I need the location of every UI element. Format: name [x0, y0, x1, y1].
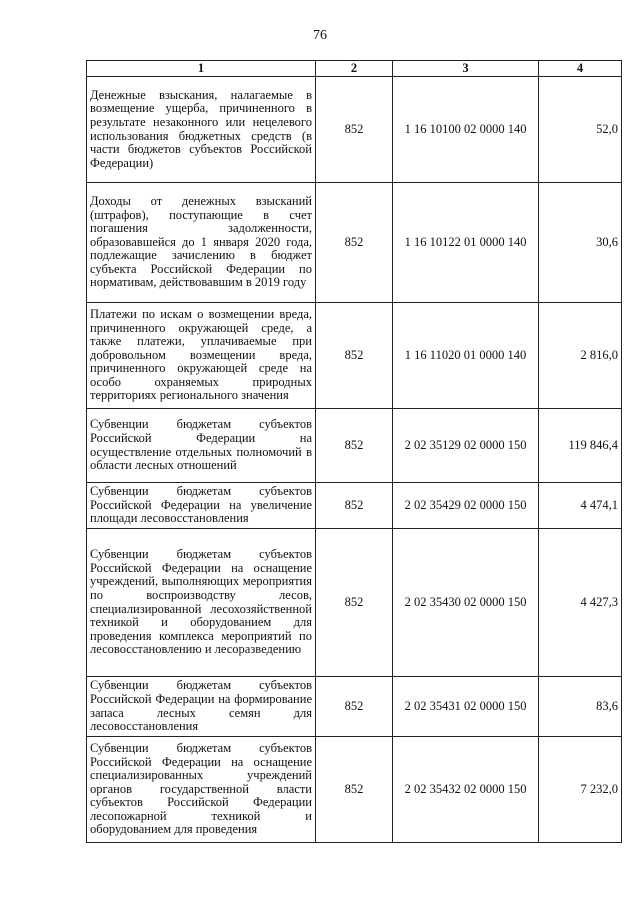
- row-budget-code: 2 02 35129 02 0000 150: [393, 409, 539, 483]
- row-admin-code: 852: [316, 409, 393, 483]
- row-description: Платежи по искам о возмещении вреда, причиненного окружающей среде, а также платежи, уплачиваемые при добровольном возмещении вреда, причиненного окружающей среде на особо охраняемых природных территориях регионального значения: [87, 303, 316, 409]
- column-header-1: 1: [87, 61, 316, 77]
- table-header: [87, 61, 622, 77]
- row-description: Субвенции бюджетам субъектов Российской Федерации на осуществление отдельных полномочий в области лесных отношений: [87, 409, 316, 483]
- row-budget-code: 2 02 35432 02 0000 150: [393, 737, 539, 843]
- table-row: [87, 529, 622, 677]
- table-row: [87, 183, 622, 303]
- row-description: Доходы от денежных взысканий (штрафов), поступающие в счет погашения задолженности, образовавшейся до 1 января 2020 года, подлежащие зачислению в бюджет субъекта Российской Федерации по нормативам, действовавшим в 2019 году: [87, 183, 316, 303]
- row-budget-code: 1 16 10100 02 0000 140: [393, 77, 539, 183]
- row-amount: 4 474,1: [539, 483, 622, 529]
- table-row: [87, 677, 622, 737]
- row-amount: 2 816,0: [539, 303, 622, 409]
- row-description: Денежные взыскания, налагаемые в возмещение ущерба, причиненного в результате незаконного или нецелевого использования бюджетных средств (в части бюджетов субъектов Российской Федерации): [87, 77, 316, 183]
- table-row: [87, 409, 622, 483]
- row-description: Субвенции бюджетам субъектов Российской Федерации на оснащение учреждений, выполняющих мероприятия по воспроизводству лесов, специализированной лесохозяйственной техникой и оборудованием для проведения комплекса мероприятий по лесовосстановлению и лесоразведению: [87, 529, 316, 677]
- row-budget-code: 1 16 11020 01 0000 140: [393, 303, 539, 409]
- row-amount: 4 427,3: [539, 529, 622, 677]
- row-description: Субвенции бюджетам субъектов Российской Федерации на увеличение площади лесовосстановления: [87, 483, 316, 529]
- row-admin-code: 852: [316, 483, 393, 529]
- column-header-4: 4: [539, 61, 622, 77]
- row-admin-code: 852: [316, 737, 393, 843]
- row-description: Субвенции бюджетам субъектов Российской Федерации на оснащение специализированных учреждений органов государственной власти субъектов Российской Федерации лесопожарной техникой и оборудованием для проведения: [87, 737, 316, 843]
- row-budget-code: 1 16 10122 01 0000 140: [393, 183, 539, 303]
- row-admin-code: 852: [316, 529, 393, 677]
- table-body: [87, 77, 622, 843]
- row-budget-code: 2 02 35430 02 0000 150: [393, 529, 539, 677]
- row-amount: 83,6: [539, 677, 622, 737]
- row-amount: 119 846,4: [539, 409, 622, 483]
- header-row: [87, 61, 622, 77]
- row-budget-code: 2 02 35431 02 0000 150: [393, 677, 539, 737]
- table-row: [87, 303, 622, 409]
- row-admin-code: 852: [316, 77, 393, 183]
- row-admin-code: 852: [316, 183, 393, 303]
- row-admin-code: 852: [316, 677, 393, 737]
- row-amount: 7 232,0: [539, 737, 622, 843]
- page-number: 76: [313, 28, 327, 43]
- row-admin-code: 852: [316, 303, 393, 409]
- row-amount: 30,6: [539, 183, 622, 303]
- budget-revenue-table: [86, 60, 622, 843]
- row-amount: 52,0: [539, 77, 622, 183]
- column-header-2: 2: [316, 61, 393, 77]
- table-row: [87, 737, 622, 843]
- column-header-3: 3: [393, 61, 539, 77]
- row-description: Субвенции бюджетам субъектов Российской Федерации на формирование запаса лесных семян для лесовосстановления: [87, 677, 316, 737]
- table-row: [87, 77, 622, 183]
- row-budget-code: 2 02 35429 02 0000 150: [393, 483, 539, 529]
- table-row: [87, 483, 622, 529]
